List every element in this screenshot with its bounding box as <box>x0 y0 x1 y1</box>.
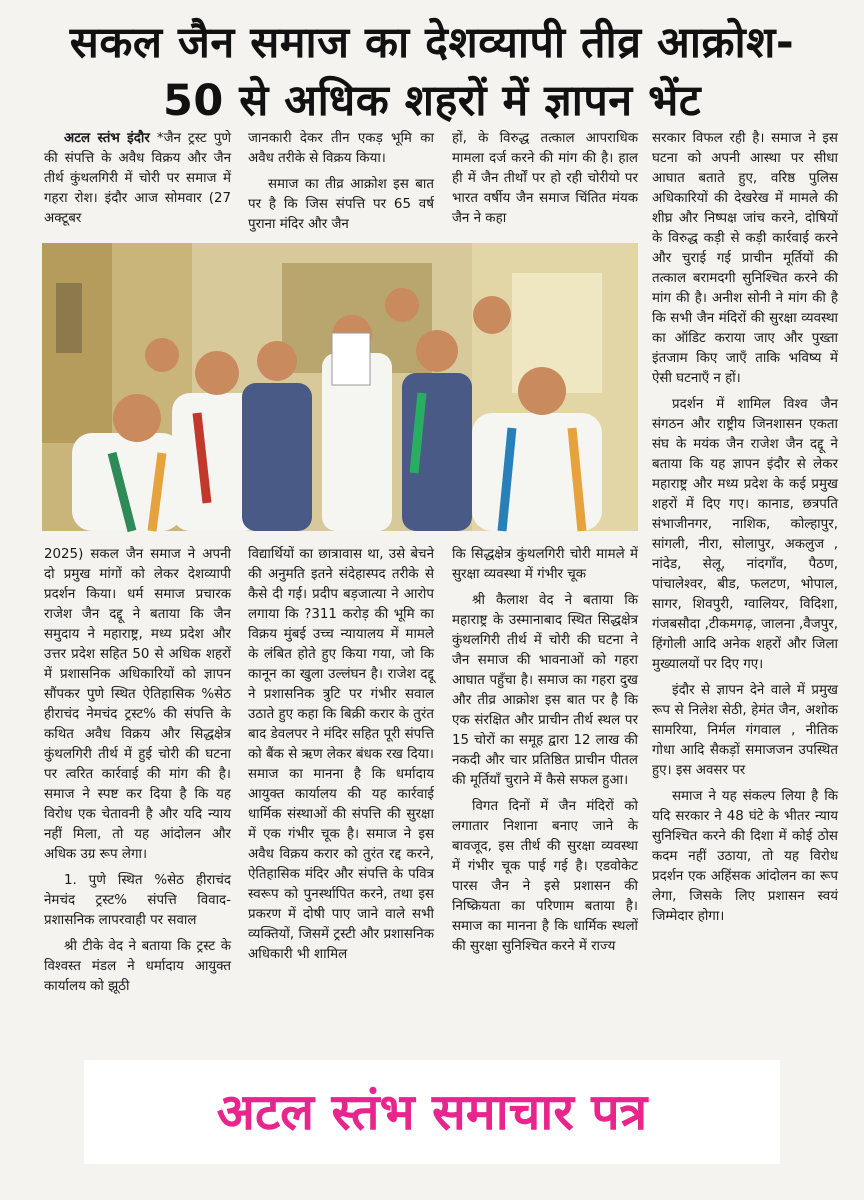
col4-p3: इंदौर से ज्ञापन देने वाले में प्रमुख रूप से निलेश सेठी, हेमंत जैन, अशोक सामरिया, निर्मल गंगवाल , नीतिक गोधा आदि सैकड़ों समाजजन उपस्थित हुए। इस अवसर पर <box>652 683 838 778</box>
column-4 <box>652 129 838 924</box>
news-photo <box>42 243 638 531</box>
dateline: अटल स्तंभ इंदौर <box>64 131 150 146</box>
column-3-top <box>452 129 638 241</box>
col3-bottom-p1: कि सिद्धक्षेत्र कुंथलगिरी चोरी मामले में सुरक्षा व्यवस्था में गंभीर चूक <box>452 547 638 582</box>
col1-top-text: *जैन ट्रस्ट पुणे की संपत्ति के अवैध विक्रय और जैन तीर्थ कुंथलगिरी में चोरी पर समाज में गहरा रोश। इंदौर आज सोमवार (27 अक्टूबर <box>44 131 231 226</box>
headline <box>0 14 864 130</box>
col4-p2: प्रदर्शन में शामिल विश्व जैन संगठन और राष्ट्रीय जिनशासन एकता संघ के मयंक जैन राजेश जैन दद्दू ने बताया कि यह ज्ञापन इंदौर से लेकर महाराष्ट्र और मध्य प्रदेश के कई प्रमुख शहरों में दिए गए। कानाड, छत्रपति संभाजीनगर, नाशिक, कोल्हापुर, सांगली, नीरा, सोलापुर, अकलुज , नांदेड, सेलू, नांदगाँव, पैठण, पांचालेश्वर, बीड, फलटण, भोपाल, सागर, शिवपुरी, ग्वालियर, विदिशा, गंजबसौदा ,टीकमगढ़, जालना ,वैजपुर, हिंगोली आदि अनेक शहरों और जिला मुख्यालयों पर दिए गए। <box>652 397 838 672</box>
col3-bottom-p2: श्री कैलाश वेद ने बताया कि महाराष्ट्र के उस्मानाबाद स्थित सिद्धक्षेत्र कुंथलगिरी तीर्थ में चोरी की घटना ने जैन समाज की भावनाओं को गहरा आघात पहुँचा है। समाज का गहरा दुख और तीव्र आक्रोश इस बात पर है कि एक संरक्षित और प्राचीन तीर्थ स्थल पर 15 चोरों का समूह द्वारा 12 लाख की नकदी और चार प्रतिष्ठित प्राचीन पीतल की मूर्तियाँ चुराने में कैसे सफल हुआ। <box>452 593 638 788</box>
column-2-bottom <box>248 545 434 962</box>
column-1-top <box>44 129 231 241</box>
column-3-bottom <box>452 545 638 954</box>
col4-p4: समाज ने यह संकल्प लिया है कि यदि सरकार ने 48 घंटे के भीतर न्याय सुनिश्चित करने की दिशा में कोई ठोस कदम नहीं उठाया, तो यह विरोध प्रदर्शन एक अहिंसक आंदोलन का रूप लेगा, जिसके लिए प्रशासन स्वयं जिम्मेदार होगा। <box>652 789 838 924</box>
publication-banner <box>84 1060 780 1164</box>
col1-bottom-p1: 2025) सकल जैन समाज ने अपनी दो प्रमुख मांगों को लेकर देशव्यापी प्रदर्शन किया। धर्म समाज प्रचारक राजेश जैन दद्दू ने बताया कि जैन समुदाय ने महाराष्ट्र, मध्य प्रदेश और उत्तर प्रदेश सहित 50 से अधिक शहरों में प्रशासनिक अधिकारियों को ज्ञापन सौंपकर पुणे स्थित ऐतिहासिक %सेठ हीराचंद नेमचंद ट्रस्ट% की संपत्ति के कथित अवैध विक्रय और सिद्धक्षेत्र कुंथलगिरी तीर्थ में हुई चोरी की घटना पर त्वरित कार्रवाई की मांग की है। समाज ने स्पष्ट कर दिया है कि यह विरोध एक चेतावनी है और यदि न्याय नहीं मिला, तो यह आंदोलन और अधिक उग्र रूप लेगा। <box>44 547 231 862</box>
column-1-bottom <box>44 545 231 994</box>
column-2-top <box>248 129 434 241</box>
col2-top-p1: जानकारी देकर तीन एकड़ भूमि का अवैध तरीके से विक्रय किया। <box>248 131 434 166</box>
col1-bottom-p2: 1. पुणे स्थित %सेठ हीराचंद नेमचंद ट्रस्ट% संपत्ति विवाद- प्रशासनिक लापरवाही पर सवाल <box>44 873 231 928</box>
col1-bottom-p3: श्री टीके वेद ने बताया कि ट्रस्ट के विश्वस्त मंडल ने धर्मादाय आयुक्त कार्यालय को झूठी <box>44 939 231 994</box>
col3-top-text: हों, के विरुद्ध तत्काल आपराधिक मामला दर्ज करने की मांग की है। हाल ही में जैन तीर्थों पर हो रही चोरीयो पर भारत वर्षीय जैन समाज चिंतित मंयक जैन ने कहा <box>452 131 638 226</box>
publication-name: अटल स्तंभ समाचार पत्र <box>216 1083 648 1141</box>
col4-p1: सरकार विफल रही है। समाज ने इस घटना को अपनी आस्था पर सीधा आघात बताते हुए, वरिष्ठ पुलिस अधिकारियों की देखरेख में मामले की शीघ्र और निष्पक्ष जांच करने, दोषियों के विरुद्ध कड़ी से कड़ी कार्रवाई करने और चुराई गई प्राचीन मूर्तियों की तत्काल बरामदगी सुनिश्चित करने की मांग की है। अनीश सोनी ने मांग की है कि सभी जैन मंदिरों की सुरक्षा व्यवस्था का ऑडिट कराया जाए और पुख्ता इंतजाम किए जाएँ ताकि भविष्य में ऐसी घटनाएँ न हों। <box>652 131 838 386</box>
col2-top-p2: समाज का तीव्र आक्रोश इस बात पर है कि जिस संपत्ति पर 65 वर्ष पुराना मंदिर और जैन <box>248 177 434 232</box>
col3-bottom-p3: विगत दिनों में जैन मंदिरों को लगातार निशाना बनाए जाने के बावजूद, इस तीर्थ की सुरक्षा व्यवस्था में गंभीर चूक पाई गई है। एडवोकेट पारस जैन ने इसे प्रशासन की निष्क्रियता का परिणाम बताया है। समाज का मानना है कि धार्मिक स्थलों की सुरक्षा सुनिश्चित करने में राज्य <box>452 799 638 954</box>
headline-line-1: सकल जैन समाज का देशव्यापी तीव्र आक्रोश- <box>69 18 795 68</box>
col2-bottom-p1: विद्यार्थियों का छात्रावास था, उसे बेचने की अनुमति इतने संदेहास्पद तरीके से कैसे दी गई। प्रदीप बड़जात्या ने आरोप लगाया कि ?311 करोड़ की भूमि का विक्रय मुंबई उच्च न्यायालय में मामले के लंबित होते हुए किया गया, जो कि कानून का खुला उल्लंघन है। राजेश दद्दू ने प्रशासनिक त्रुटि पर गंभीर सवाल उठाते हुए कहा कि बिक्री करार के तुरंत बाद डेवलपर ने मंदिर सहित पूरी संपत्ति को बैंक से ऋण लेकर बंधक रख दिया। समाज का मानना है कि धर्मादाय आयुक्त कार्यालय की यह कार्रवाई धार्मिक संस्थाओं की संपत्ति की सुरक्षा में एक गंभीर चूक है। समाज ने इस अवैध विक्रय करार को तुरंत रद्द करने, ऐतिहासिक मंदिर और संपत्ति के पवित्र स्वरूप को पुनर्स्थापित करने, तथा इस प्रकरण में दोषी पाए जाने वाले सभी व्यक्तियों, जिसमें ट्रस्टी और प्रशासनिक अधिकारी भी शामिल <box>248 547 434 962</box>
headline-line-2: 50 से अधिक शहरों में ज्ञापन भेंट <box>162 76 702 126</box>
